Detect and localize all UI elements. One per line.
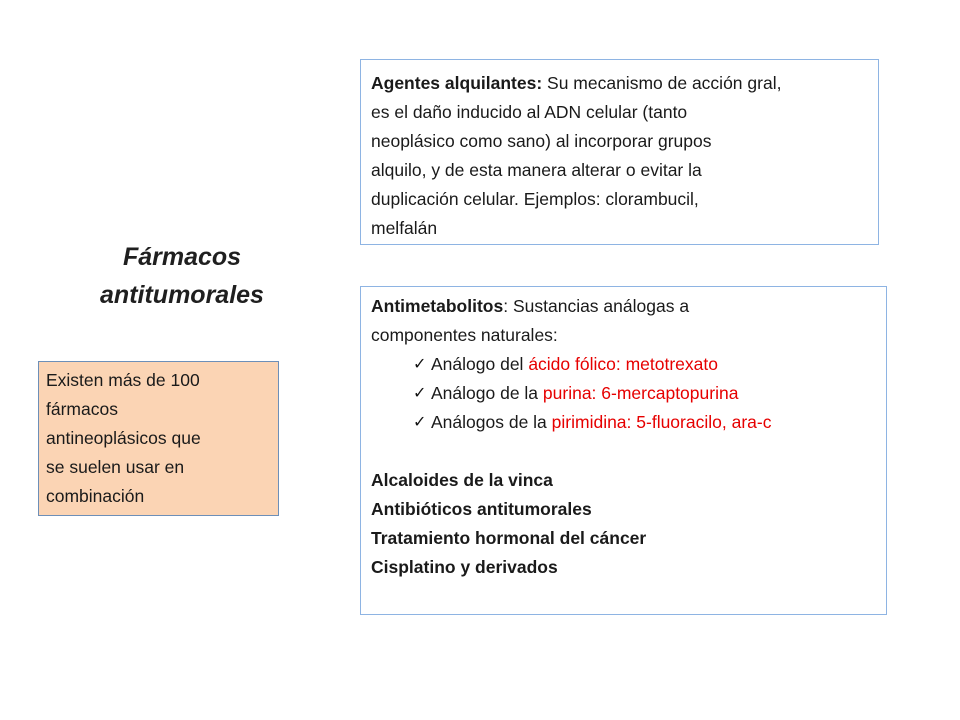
item-prefix: Análogo del bbox=[431, 354, 529, 374]
antimetabolitos-line-1 bbox=[371, 292, 876, 321]
alquilantes-first: Su mecanismo de acción gral, bbox=[542, 73, 782, 93]
antimetabolitos-intro-2: componentes naturales: bbox=[371, 325, 558, 345]
spacer bbox=[371, 437, 876, 466]
alquilantes-box bbox=[360, 59, 879, 245]
item-highlight: pirimidina: 5-fluoracilo, ara-c bbox=[551, 412, 772, 432]
alquilantes-line: neoplásico como sano) al incorporar grupos bbox=[371, 131, 712, 151]
item-highlight: ácido fólico: metotrexato bbox=[528, 354, 718, 374]
checkmark-icon: ✓ bbox=[413, 414, 427, 431]
page-title-line-1: Fármacos bbox=[122, 243, 242, 271]
alquilantes-line: alquilo, y de esta manera alterar o evitar la bbox=[371, 160, 702, 180]
category-alcaloides: Alcaloides de la vinca bbox=[371, 470, 553, 490]
page-title bbox=[62, 238, 302, 314]
note-line: antineoplásicos que bbox=[46, 428, 201, 448]
item-prefix: Análogos de la bbox=[431, 412, 552, 432]
alquilantes-line: duplicación celular. Ejemplos: clorambucil, bbox=[371, 189, 699, 209]
category-hormonal: Tratamiento hormonal del cáncer bbox=[371, 528, 647, 548]
page-title-line-2: antitumorales bbox=[100, 281, 264, 309]
note-line: Existen más de 100 bbox=[46, 370, 200, 390]
analogos-list bbox=[371, 350, 876, 437]
note-line: se suelen usar en bbox=[46, 457, 185, 477]
category-cisplatino: Cisplatino y derivados bbox=[371, 557, 558, 577]
alquilantes-line: es el daño inducido al ADN celular (tanto bbox=[371, 102, 688, 122]
antimetabolitos-heading: Antimetabolitos bbox=[371, 296, 504, 316]
note-box bbox=[38, 361, 279, 516]
list-item bbox=[415, 350, 876, 379]
alquilantes-line-1 bbox=[371, 69, 868, 98]
note-line: fármacos bbox=[46, 399, 118, 419]
item-prefix: Análogo de la bbox=[431, 383, 543, 403]
antimetabolitos-intro: : Sustancias análogas a bbox=[503, 296, 690, 316]
antimetabolitos-box bbox=[360, 286, 887, 615]
list-item bbox=[415, 408, 876, 437]
list-item bbox=[415, 379, 876, 408]
note-line: combinación bbox=[46, 486, 145, 506]
alquilantes-heading: Agentes alquilantes: bbox=[371, 73, 543, 93]
category-antibioticos: Antibióticos antitumorales bbox=[371, 499, 592, 519]
checkmark-icon: ✓ bbox=[413, 385, 427, 402]
item-highlight: purina: 6-mercaptopurina bbox=[542, 383, 739, 403]
checkmark-icon: ✓ bbox=[413, 356, 427, 373]
alquilantes-line: melfalán bbox=[371, 218, 438, 238]
